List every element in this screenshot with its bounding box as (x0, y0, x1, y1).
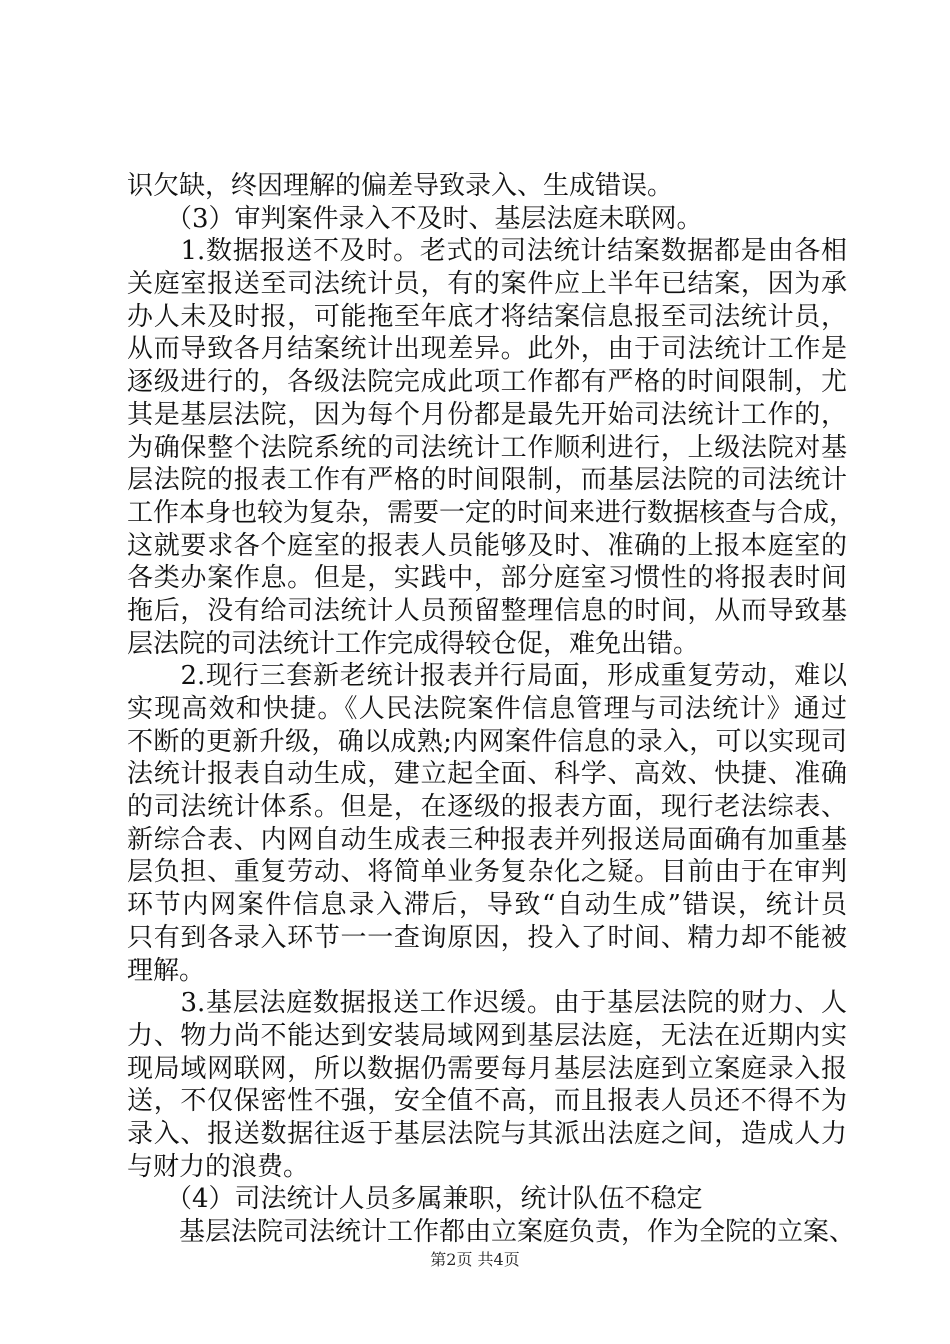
text-line: 录入、报送数据往返于基层法院与其派出法庭之间，造成人力 (127, 1118, 847, 1149)
text-line: 拖后，没有给司法统计人员预留整理信息的时间，从而导致基 (127, 595, 847, 626)
text-line: （4）司法统计人员多属兼职，统计队伍不稳定 (127, 1184, 703, 1215)
text-line: 关庭室报送至司法统计员，有的案件应上半年已结案，因为承 (127, 269, 847, 300)
text-line: 各类办案作息。但是，实践中，部分庭室习惯性的将报表时间 (127, 563, 847, 594)
text-line: 2.现行三套新老统计报表并行局面，形成重复劳动，难以 (127, 661, 847, 692)
text-line: 送，不仅保密性不强，安全值不高，而且报表人员还不得不为 (127, 1086, 847, 1117)
text-line: （3）审判案件录入不及时、基层法庭未联网。 (127, 203, 703, 234)
body-text (127, 170, 856, 1249)
text-line: 从而导致各月结案统计出现差异。此外，由于司法统计工作是 (127, 334, 847, 365)
text-line: 层法院的司法统计工作完成得较仓促，难免出错。 (127, 628, 700, 659)
text-line: 这就要求各个庭室的报表人员能够及时、准确的上报本庭室的 (127, 530, 847, 561)
text-line: 其是基层法院，因为每个月份都是最先开始司法统计工作的， (127, 399, 847, 430)
text-line: 力、物力尚不能达到安装局域网到基层法庭，无法在近期内实 (127, 1020, 847, 1051)
text-line: 3.基层法庭数据报送工作迟缓。由于基层法院的财力、人 (127, 988, 847, 1019)
text-line: 层负担、重复劳动、将简单业务复杂化之疑。目前由于在审判 (127, 857, 847, 888)
text-line: 新综合表、内网自动生成表三种报表并列报送局面确有加重基 (127, 824, 847, 855)
text-line: 环节内网案件信息录入滞后，导致“自动生成”错误，统计员 (127, 890, 847, 921)
text-line: 层法院的报表工作有严格的时间限制，而基层法院的司法统计 (127, 465, 847, 496)
text-line: 理解。 (127, 955, 206, 986)
page-footer: 第2页 共4页 (430, 1250, 520, 1269)
text-line: 不断的更新升级，确以成熟;内网案件信息的录入，可以实现司 (127, 726, 847, 757)
text-line: 基层法院司法统计工作都由立案庭负责，作为全院的立案、 (127, 1217, 856, 1247)
text-line: 现局域网联网，所以数据仍需要每月基层法庭到立案庭录入报 (127, 1053, 847, 1084)
text-line: 识欠缺，终因理解的偏差导致录入、生成错误。 (127, 171, 674, 201)
text-line: 办人未及时报，可能拖至年底才将结案信息报至司法统计员， (127, 301, 847, 332)
text-line: 法统计报表自动生成，建立起全面、科学、高效、快捷、准确 (127, 759, 847, 790)
text-line: 实现高效和快捷。《人民法院案件信息管理与司法统计》通过 (127, 694, 847, 724)
text-line: 工作本身也较为复杂，需要一定的时间来进行数据核查与合成， (127, 497, 856, 528)
text-line: 的司法统计体系。但是，在逐级的报表方面，现行老法综表、 (127, 792, 847, 823)
text-line: 与财力的浪费。 (127, 1151, 310, 1182)
text-line: 逐级进行的，各级法院完成此项工作都有严格的时间限制，尤 (127, 367, 847, 398)
text-line: 只有到各录入环节一一查询原因，投入了时间、精力却不能被 (127, 922, 847, 953)
text-line: 1.数据报送不及时。老式的司法统计结案数据都是由各相 (127, 236, 847, 267)
text-line: 为确保整个法院系统的司法统计工作顺利进行，上级法院对基 (127, 432, 847, 463)
